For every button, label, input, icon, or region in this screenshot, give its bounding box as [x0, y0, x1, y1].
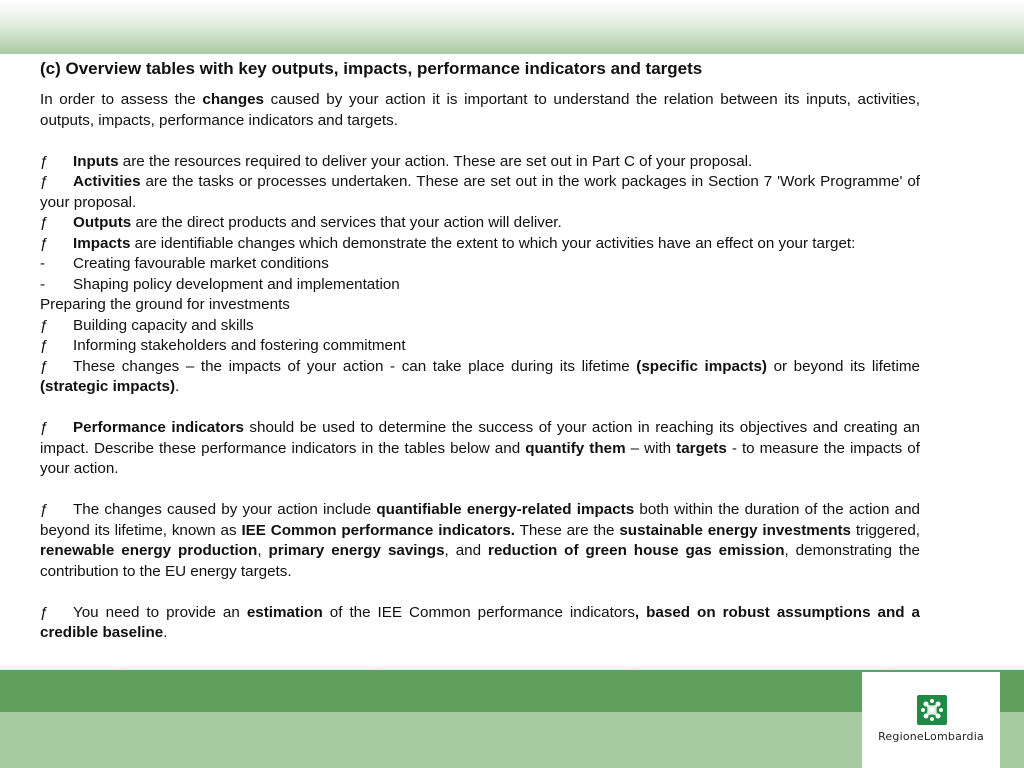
bullet-icon: ƒ	[40, 316, 49, 334]
list-item-outputs: ƒ Outputs are the direct products and services that your action will deliver.	[40, 213, 920, 234]
bullet-icon: ƒ	[40, 337, 49, 354]
preparing-line: Preparing the ground for investments	[40, 296, 290, 313]
list-item-inputs: ƒ Inputs are the resources required to deliver your action. These are set out in Part C of your proposal.	[40, 152, 920, 173]
slide-title: (c) Overview tables with key outputs, impacts, performance indicators and targets	[40, 59, 703, 78]
list-item-impacts: ƒ Impacts are identifiable changes which demonstrate the extent to which your activities have an effect on your target:	[40, 234, 920, 255]
regione-lombardia-logo	[862, 672, 1000, 768]
intro-bold: changes	[202, 91, 265, 108]
intro-text-end: caused by your action it is important to understand the relation between its inputs, activities, outputs, impacts, performance indicators and targets.	[40, 91, 920, 129]
rosa-camuna-icon	[917, 695, 947, 725]
list-item-energy: ƒ The changes caused by your action include quantifiable energy-related impacts both within the duration of the action and beyond its lifetime, known as IEE Common performance indicators. These are the sustainable energy investments triggered, renewable energy production, primary energy savings, and reduction of green house gas emission, demonstrating the contribution to the EU energy targets.	[40, 501, 921, 580]
top-gradient-band	[0, 0, 1024, 54]
bullet-icon: ƒ	[40, 501, 49, 518]
list-item-performance: ƒ Performance indicators should be used to determine the success of your action in reaching its objectives and creating an impact. Describe these performance indicators in the tables below and quantify them – with targets - to measure the impacts of your action.	[40, 419, 920, 477]
bullet-icon: ƒ	[40, 214, 49, 231]
bullet-icon: ƒ	[40, 173, 49, 190]
bullet-icon: ƒ	[40, 152, 49, 170]
list-item: ƒ Building capacity and skills	[40, 316, 920, 337]
bullet-icon: ƒ	[40, 357, 49, 375]
list-item-changes: ƒ These changes – the impacts of your action - can take place during its lifetime (specific impacts) or beyond its lifetime (strategic impacts).	[40, 357, 920, 395]
list-item: ƒ Informing stakeholders and fostering commitment	[40, 336, 920, 357]
logo-text: RegioneLombardia	[878, 730, 984, 743]
dash-icon: -	[40, 275, 46, 293]
list-item-activities: ƒ Activities are the tasks or processes undertaken. These are set out in the work packages in Section 7 'Work Programme' of your proposal.	[40, 173, 920, 211]
list-item-estimation: ƒ You need to provide an estimation of the IEE Common performance indicators, based on robust assumptions and a credible baseline.	[40, 603, 920, 641]
bullet-icon: ƒ	[40, 419, 49, 436]
slide-content	[40, 56, 920, 644]
bullet-icon: ƒ	[40, 234, 49, 252]
dash-icon: -	[40, 255, 46, 272]
intro-paragraph	[40, 90, 920, 131]
dash-item: - Shaping policy development and implementation	[40, 275, 920, 296]
dash-item: - Creating favourable market conditions	[40, 254, 920, 275]
bullet-icon: ƒ	[40, 603, 49, 621]
intro-text: In order to assess the	[40, 91, 203, 108]
